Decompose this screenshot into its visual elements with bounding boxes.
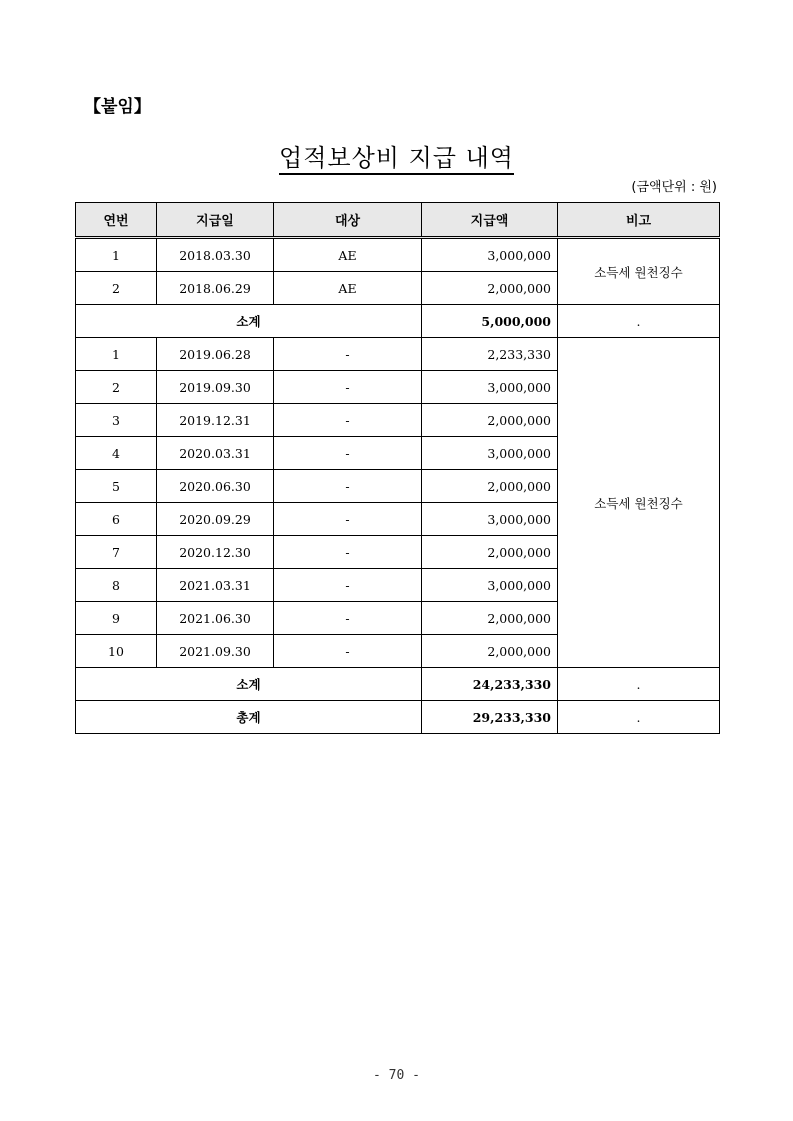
row-amount: 2,000,000: [422, 635, 558, 668]
row-target: -: [274, 635, 422, 668]
row-amount: 2,000,000: [422, 272, 558, 305]
row-note: 소득세 원천징수: [558, 238, 720, 305]
row-amount: 3,000,000: [422, 503, 558, 536]
row-date: 2018.03.30: [157, 238, 274, 272]
row-date: 2020.03.31: [157, 437, 274, 470]
table-row: [76, 238, 720, 272]
payment-table: [75, 202, 720, 734]
header-no: 연번: [76, 203, 157, 238]
table-header-row: [76, 203, 720, 238]
row-amount: 3,000,000: [422, 437, 558, 470]
row-no: 6: [76, 503, 157, 536]
row-date: 2020.06.30: [157, 470, 274, 503]
page-number: - 70 -: [373, 1068, 420, 1083]
unit-note: (금액단위 : 원): [631, 180, 717, 195]
row-no: 10: [76, 635, 157, 668]
row-no: 9: [76, 602, 157, 635]
table-row: [76, 338, 720, 371]
document-title-wrap: [0, 138, 793, 173]
row-target: -: [274, 404, 422, 437]
group2-subtotal-row: [76, 668, 720, 701]
attachment-label: 【붙임】: [84, 97, 151, 117]
row-date: 2020.12.30: [157, 536, 274, 569]
row-note: 소득세 원천징수: [558, 338, 720, 668]
group1-body: [76, 238, 720, 305]
header-target: 대상: [274, 203, 422, 238]
row-no: 3: [76, 404, 157, 437]
row-target: -: [274, 569, 422, 602]
row-amount: 3,000,000: [422, 238, 558, 272]
total-row: [76, 701, 720, 734]
row-target: AE: [274, 238, 422, 272]
total-amount: 29,233,330: [422, 701, 558, 734]
subtotal-label: 소계: [76, 668, 422, 701]
row-amount: 2,000,000: [422, 536, 558, 569]
row-amount: 2,000,000: [422, 470, 558, 503]
group2-body: [76, 338, 720, 668]
row-target: -: [274, 470, 422, 503]
subtotal-amount: 5,000,000: [422, 305, 558, 338]
row-amount: 2,000,000: [422, 602, 558, 635]
header-date: 지급일: [157, 203, 274, 238]
group1-subtotal-row: [76, 305, 720, 338]
row-target: -: [274, 338, 422, 371]
subtotal-note: .: [558, 668, 720, 701]
row-date: 2019.12.31: [157, 404, 274, 437]
row-amount: 2,000,000: [422, 404, 558, 437]
row-target: -: [274, 503, 422, 536]
row-date: 2019.06.28: [157, 338, 274, 371]
row-no: 2: [76, 371, 157, 404]
row-target: -: [274, 602, 422, 635]
row-amount: 3,000,000: [422, 569, 558, 602]
row-date: 2021.09.30: [157, 635, 274, 668]
row-no: 2: [76, 272, 157, 305]
subtotal-amount: 24,233,330: [422, 668, 558, 701]
row-date: 2021.03.31: [157, 569, 274, 602]
row-date: 2020.09.29: [157, 503, 274, 536]
row-date: 2018.06.29: [157, 272, 274, 305]
total-note: .: [558, 701, 720, 734]
row-no: 5: [76, 470, 157, 503]
subtotal-label: 소계: [76, 305, 422, 338]
row-amount: 2,233,330: [422, 338, 558, 371]
row-target: -: [274, 536, 422, 569]
subtotal-note: .: [558, 305, 720, 338]
row-no: 4: [76, 437, 157, 470]
row-no: 1: [76, 338, 157, 371]
row-date: 2021.06.30: [157, 602, 274, 635]
document-title: 업적보상비 지급 내역: [279, 144, 514, 175]
row-target: AE: [274, 272, 422, 305]
total-label: 총계: [76, 701, 422, 734]
header-note: 비고: [558, 203, 720, 238]
row-target: -: [274, 371, 422, 404]
row-date: 2019.09.30: [157, 371, 274, 404]
row-no: 8: [76, 569, 157, 602]
header-amount: 지급액: [422, 203, 558, 238]
row-amount: 3,000,000: [422, 371, 558, 404]
row-no: 7: [76, 536, 157, 569]
row-target: -: [274, 437, 422, 470]
row-no: 1: [76, 238, 157, 272]
